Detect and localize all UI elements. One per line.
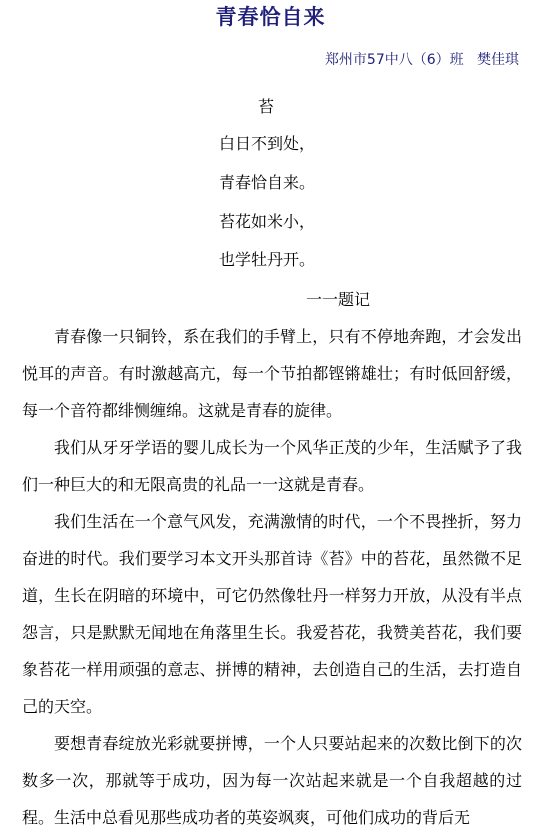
author-line: 郑州市57中八（6）班 樊佳琪 <box>324 52 519 68</box>
poem-title: 苔 <box>258 97 275 116</box>
document-title: 青春恰自来 <box>215 5 326 29</box>
poem-line: 白日不到处， <box>219 134 316 153</box>
paragraph: 我们从牙牙学语的婴儿成长为一个风华正茂的少年，生活赋予了我们一种巨大的和无限高贵的礼品一一这就是青春。 <box>22 438 522 494</box>
paragraph: 我们生活在一个意气风发，充满激情的时代，一个不畏挫折，努力奋进的时代。我们要学习本文开头那首诗《苔》中的苔花，虽然微不足道，生长在阴暗的环境中，可它仍然像牡丹一样努力开放，从没有半点怨言，只是默默无闻地在角落里生长。我爱苔花，我赞美苔花，我们要象苔花一样用顽强的意志、拼博的精神，去创造自己的生活，去打造自己的天空。 <box>22 512 522 716</box>
poem-line: 青春恰自来。 <box>219 173 316 192</box>
poem-line: 也学牡丹开。 <box>219 250 316 269</box>
paragraph: 要想青春绽放光彩就要拼博，一个人只要站起来的次数比倒下的次数多一次，那就等于成功，因为每一次站起来就是一个自我超越的过程。生活中总看见那些成功者的英姿飒爽，可他们成功的背后无 <box>22 734 522 827</box>
paragraph: 青春像一只铜铃，系在我们的手臂上，只有不停地奔跑，才会发出悦耳的声音。有时激越高亢，每一个节拍都铿锵雄壮；有时低回舒缓，每一个音符都绯恻缠绵。这就是青春的旋律。 <box>22 327 522 420</box>
poem-line: 苔花如米小， <box>219 212 316 231</box>
epigraph-attribution: 一一题记 <box>306 290 371 309</box>
essay-body <box>22 318 522 836</box>
